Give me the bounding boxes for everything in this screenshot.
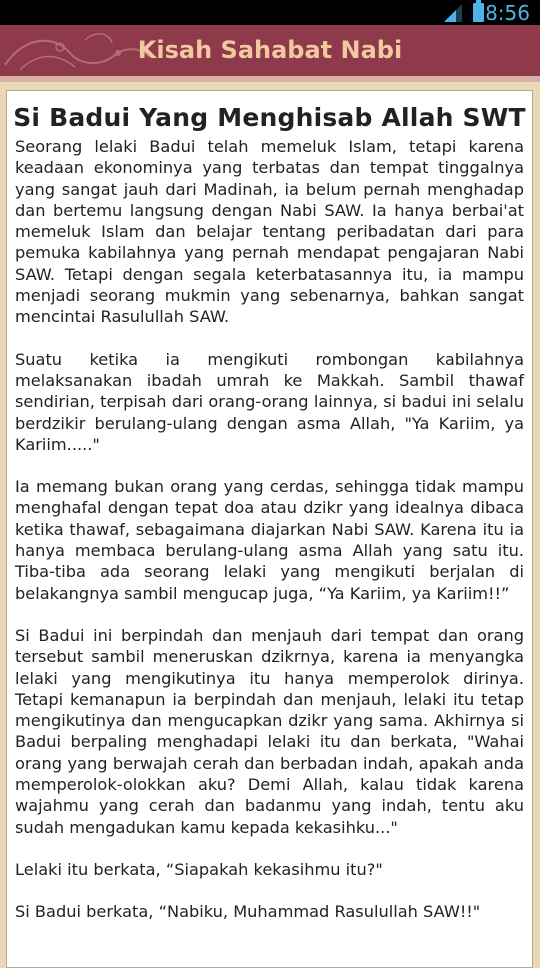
story-paragraph: Si Badui berkata, “Nabiku, Muhammad Rasulullah SAW!!" [15,902,481,922]
status-bar [0,0,540,25]
app-header [0,25,540,82]
header-divider [0,76,540,82]
signal-icon [444,4,462,22]
app-title: Kisah Sahabat Nabi [137,36,403,64]
story-paragraph: Suatu ketika ia mengikuti rombongan kabilahnya melaksanakan ibadah umrah ke Makkah. Sambil thawaf sendirian, terpisah dari orang-orang lainnya, si badui ini selalu berdzikir berulang-ulang dengan asma Allah, "Ya Kariim, ya Kariim....." [15,349,524,454]
status-time: 8:56 [485,1,530,25]
story-paragraph: Si Badui ini berpindah dan menjauh dari tempat dan orang tersebut sambil meneruskan dzikrnya, karena ia menyangka lelaki yang mengikutinya itu hanya memperolok dirinya. Tetapi kemanapun ia berpindah dan menjauh, lelaki itu tetap mengikutinya dan mengucapkan dzikr yang sama. Akhirnya si Badui berpaling menghadapi lelaki itu dan berkata, "Wahai orang yang berwajah cerah dan berbadan indah, apakah anda memperolok-olokkan aku? Demi Allah, kalau tidak karena wajahmu yang cerah dan badanmu yang indah, tentu aku sudah mengadukan kamu kepada kekasihku..." [15,625,524,837]
story-card[interactable] [6,90,533,968]
story-title: Si Badui Yang Menghisab Allah SWT [13,103,526,132]
battery-icon [473,3,484,22]
story-body [7,136,532,923]
story-paragraph: Ia memang bukan orang yang cerdas, sehingga tidak mampu menghafal dengan tepat doa atau dzikr yang idealnya dibaca ketika thawaf, sebagaimana diajarkan Nabi SAW. Karena itu ia hanya membaca berulang-ulang asma Allah yang satu itu. Tiba-tiba ada seorang lelaki yang mengikuti berjalan di belakangnya sambil mengucap juga, “Ya Kariim, ya Kariim!!” [15,477,524,603]
story-paragraph: Lelaki itu berkata, “Siapakah kekasihmu itu?" [15,859,383,879]
story-paragraph: Seorang lelaki Badui telah memeluk Islam, tetapi karena keadaan ekonominya yang terbatas dan tempat tinggalnya yang sangat jauh dari Madinah, ia belum pernah menghadap dan bertemu langsung dengan Nabi SAW. Ia hanya berbai'at memeluk Islam dan belajar tentang peribadatan dari para pemuka kabilahnya yang pernah mendapat pengajaran Nabi SAW. Tetapi dengan segala keterbatasannya itu, ia mampu menjadi seorang mukmin yang sebenarnya, bahkan sangat mencintai Rasulullah SAW. [15,137,524,327]
